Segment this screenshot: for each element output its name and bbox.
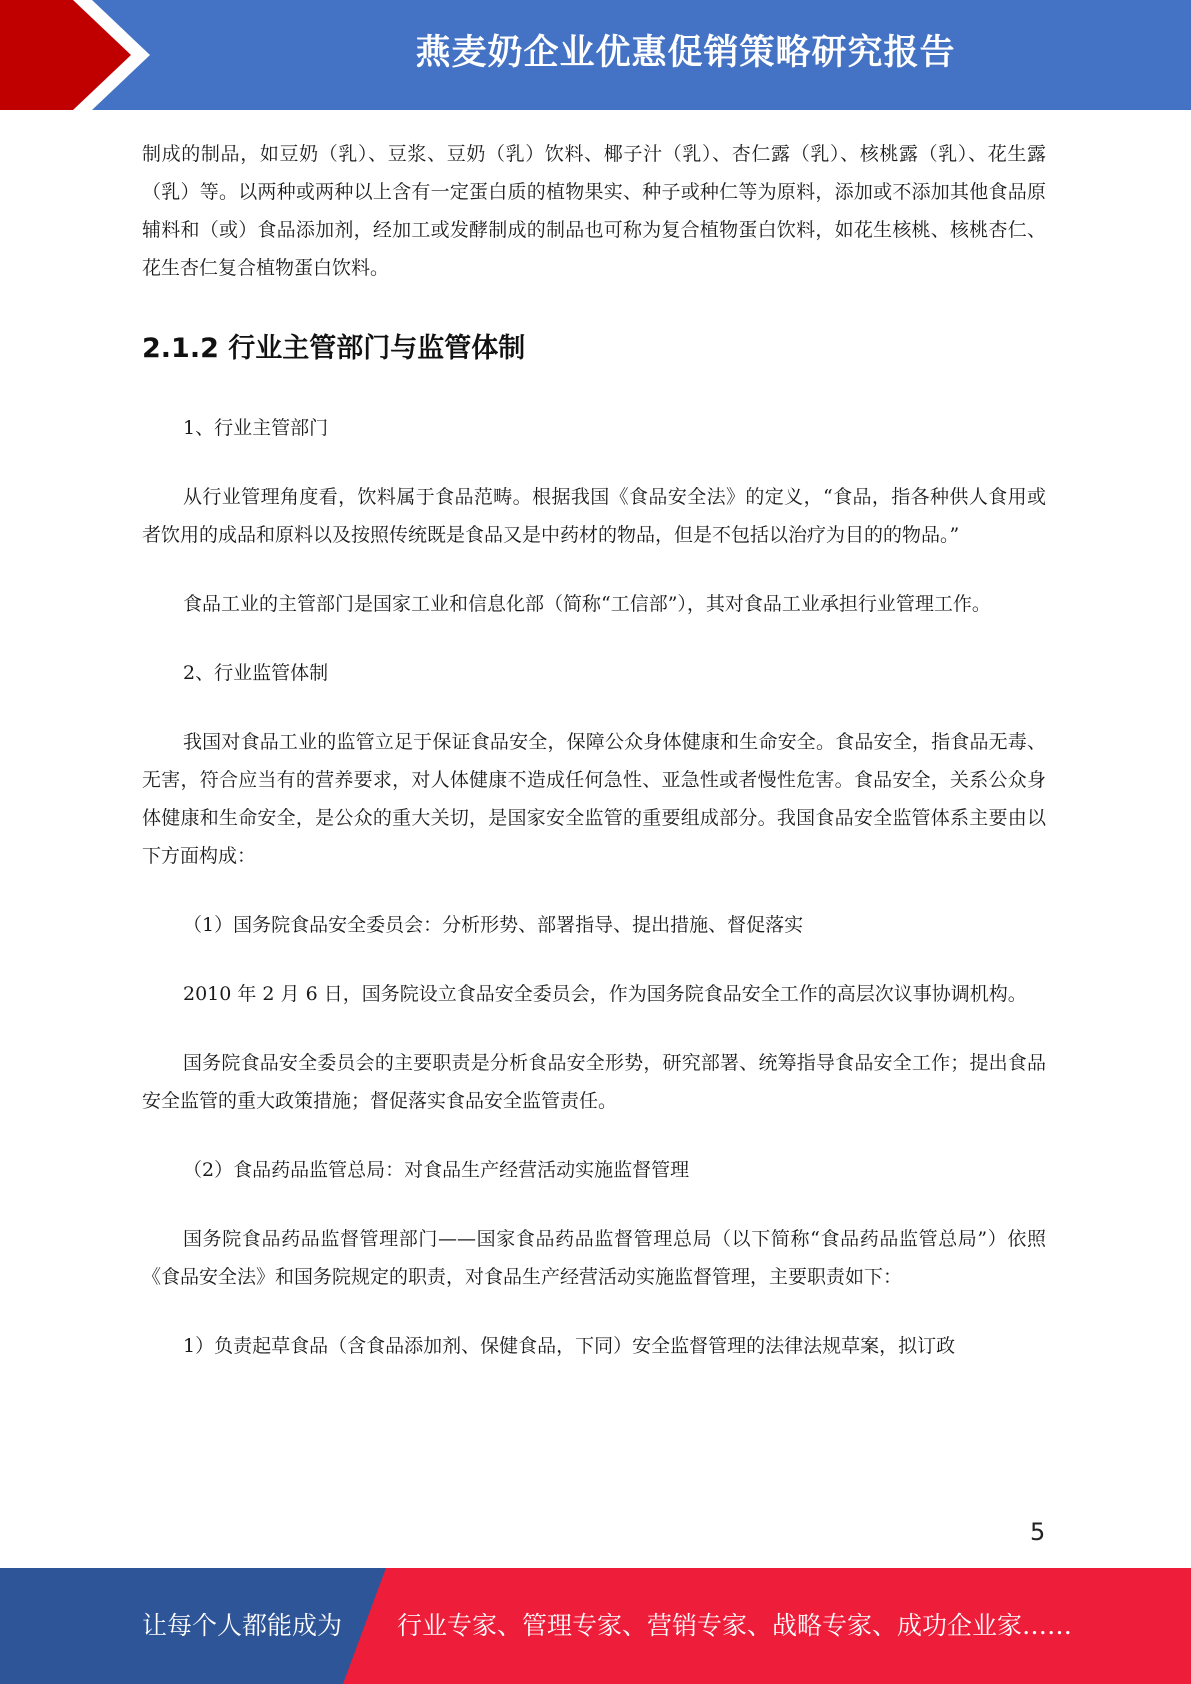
page-number: 5 [1030, 1518, 1046, 1546]
footer-slogan-right: 行业专家、管理专家、营销专家、战略专家、成功企业家…… [397, 1611, 1073, 1640]
page-footer [0, 1568, 1191, 1684]
section-heading: 2.1.2 行业主管部门与监管体制 [142, 333, 526, 364]
subheading-regulatory-system: 2、行业监管体制 [183, 662, 329, 684]
subheading-industry-authority: 1、行业主管部门 [183, 417, 329, 439]
list-item-heading: （1）国务院食品安全委员会：分析形势、部署指导、提出措施、督促落实 [183, 914, 804, 936]
paragraph: 从行业管理角度看，饮料属于食品范畴。根据我国《食品安全法》的定义，“食品，指各种供人食用或者饮用的成品和原料以及按照传统既是食品又是中药材的物品，但是不包括以治疗为目的的物品。” [142, 486, 1046, 546]
document-body [142, 135, 1046, 1365]
page-header [0, 0, 1191, 110]
paragraph: 1）负责起草食品（含食品添加剂、保健食品，下同）安全监督管理的法律法规草案，拟订政 [183, 1335, 956, 1357]
footer-slogan-left: 让每个人都能成为 [142, 1611, 343, 1640]
paragraph: 2010 年 2 月 6 日，国务院设立食品安全委员会，作为国务院食品安全工作的高层次议事协调机构。 [183, 983, 1027, 1005]
paragraph: 制成的制品，如豆奶（乳）、豆浆、豆奶（乳）饮料、椰子汁（乳）、杏仁露（乳）、核桃露（乳）、花生露（乳）等。以两种或两种以上含有一定蛋白质的植物果实、种子或种仁等为原料，添加或不添加其他食品原辅料和（或）食品添加剂，经加工或发酵制成的制品也可称为复合植物蛋白饮料，如花生核桃、核桃杏仁、花生杏仁复合植物蛋白饮料。 [142, 143, 1046, 279]
report-title: 燕麦奶企业优惠促销策略研究报告 [415, 33, 956, 73]
list-item-heading: （2）食品药品监管总局：对食品生产经营活动实施监督管理 [183, 1159, 690, 1181]
paragraph: 食品工业的主管部门是国家工业和信息化部（简称“工信部”），其对食品工业承担行业管理工作。 [183, 593, 991, 615]
header-red-chevron-decoration [0, 0, 160, 110]
paragraph: 国务院食品药品监督管理部门——国家食品药品监督管理总局（以下简称“食品药品监管总局”）依照《食品安全法》和国务院规定的职责，对食品生产经营活动实施监督管理，主要职责如下： [142, 1228, 1046, 1288]
paragraph: 我国对食品工业的监管立足于保证食品安全，保障公众身体健康和生命安全。食品安全，指食品无毒、无害，符合应当有的营养要求，对人体健康不造成任何急性、亚急性或者慢性危害。食品安全，关系公众身体健康和生命安全，是公众的重大关切，是国家安全监管的重要组成部分。我国食品安全监管体系主要由以下方面构成： [142, 731, 1046, 867]
paragraph: 国务院食品安全委员会的主要职责是分析食品安全形势，研究部署、统筹指导食品安全工作；提出食品安全监管的重大政策措施；督促落实食品安全监管责任。 [142, 1052, 1046, 1112]
